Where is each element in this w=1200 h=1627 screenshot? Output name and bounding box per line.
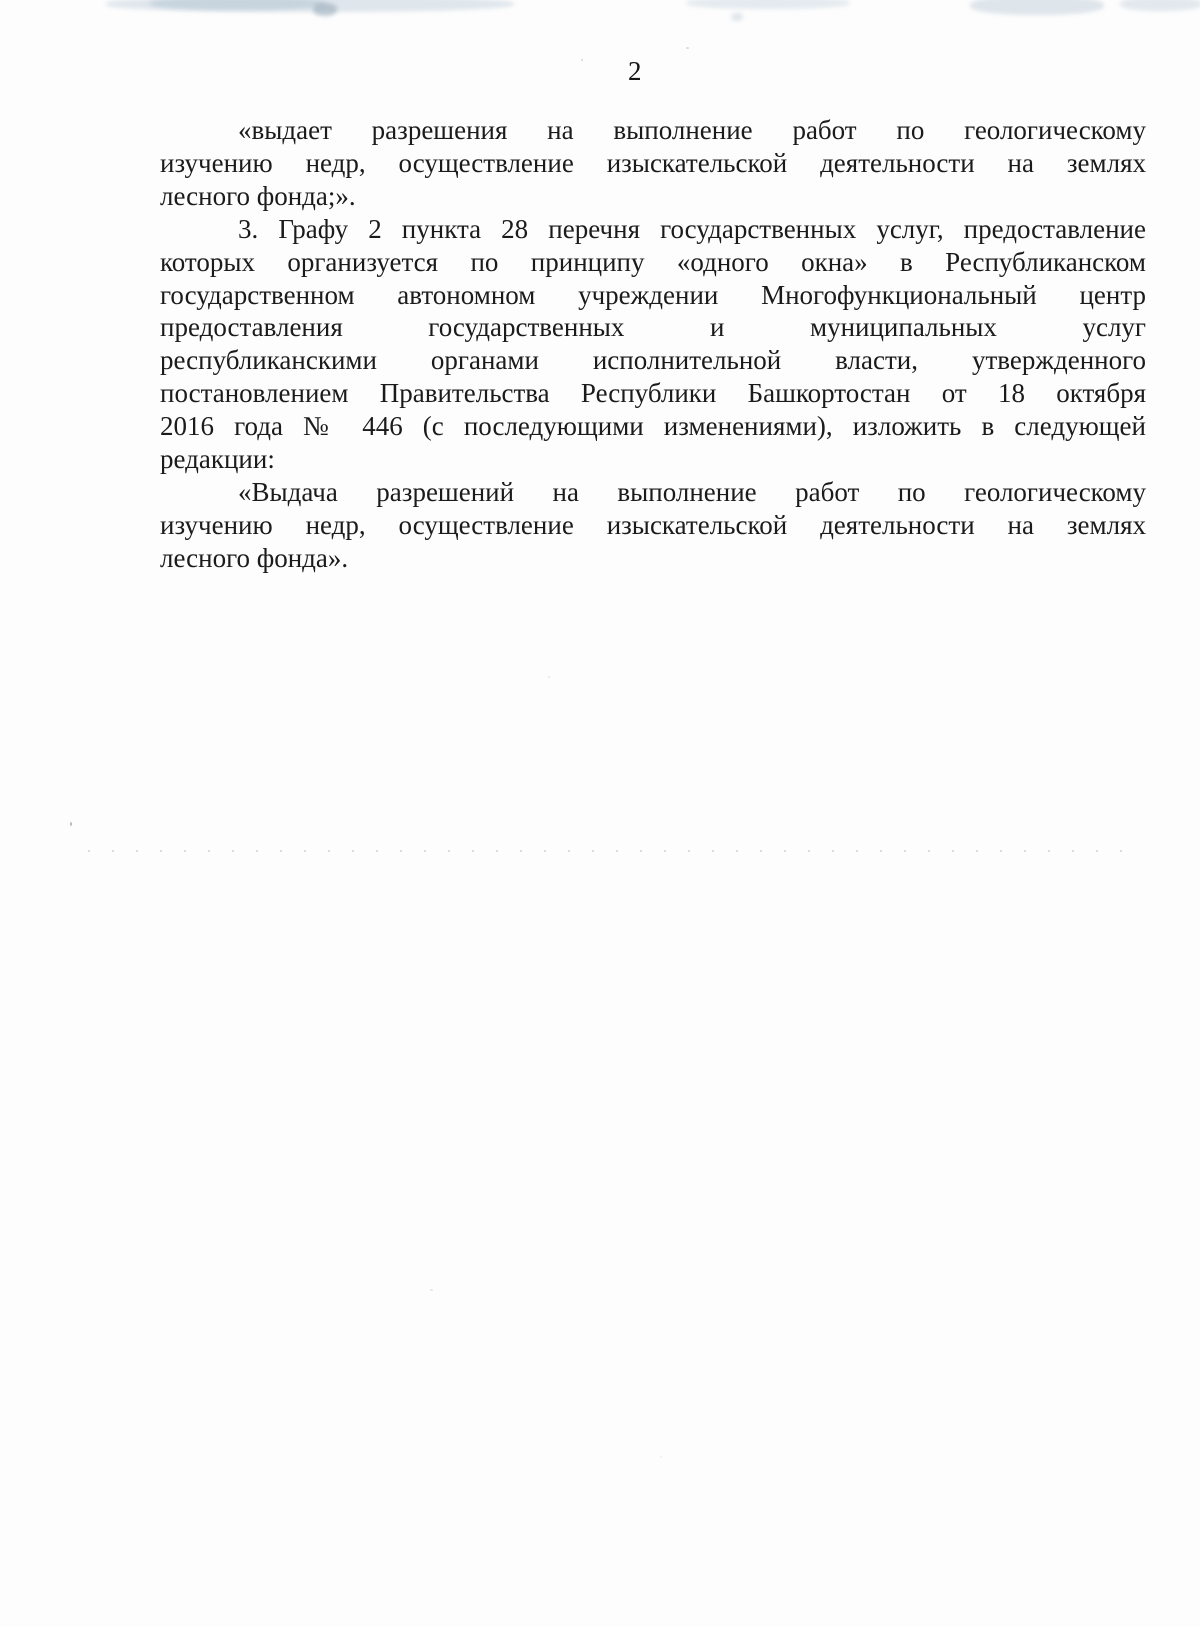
- text-line: изучению недр, осуществление изыскательской деятельности на землях: [160, 509, 1146, 540]
- page-number: 2: [628, 56, 642, 86]
- text-line: предоставления государственных и муниципальных услуг: [160, 312, 1146, 343]
- scan-smudge: [686, 0, 850, 9]
- scan-smudge: [150, 0, 325, 10]
- scan-smudge: [1120, 0, 1200, 11]
- text-line: лесного фонда».: [160, 542, 349, 573]
- text-line: «Выдача разрешений на выполнение работ по геологическому: [238, 476, 1146, 507]
- text-line: которых организуется по принципу «одного окна» в Республиканском: [160, 246, 1146, 277]
- text-line: постановлением Правительства Республики Башкортостан от 18 октября: [160, 378, 1146, 409]
- text-line: 3. Графу 2 пункта 28 перечня государственных услуг, предоставление: [238, 213, 1146, 244]
- scan-speck: [660, 1456, 662, 1458]
- scan-smudge: [970, 0, 1104, 15]
- text-line: 2016 года № 446 (с последующими изменениями), изложить в следующей: [160, 411, 1146, 442]
- scan-speck: [548, 676, 550, 678]
- text-line: «выдает разрешения на выполнение работ по геологическому: [238, 115, 1146, 145]
- text-line: лесного фонда;».: [160, 180, 356, 211]
- scan-smudge: [313, 3, 337, 16]
- text-line: республиканскими органами исполнительной власти, утвержденного: [160, 345, 1146, 376]
- text-line: государственном автономном учреждении Многофункциональный центр: [160, 279, 1146, 310]
- text-line: изучению недр, осуществление изыскательской деятельности на землях: [160, 147, 1146, 178]
- scan-smudge: [731, 13, 743, 21]
- scan-dotted-line: [88, 850, 1138, 852]
- document-text: [160, 114, 1146, 575]
- text-line: редакции:: [160, 444, 275, 475]
- scan-speck: [686, 47, 689, 49]
- scan-speck: [70, 822, 72, 826]
- scan-speck: [430, 1289, 433, 1291]
